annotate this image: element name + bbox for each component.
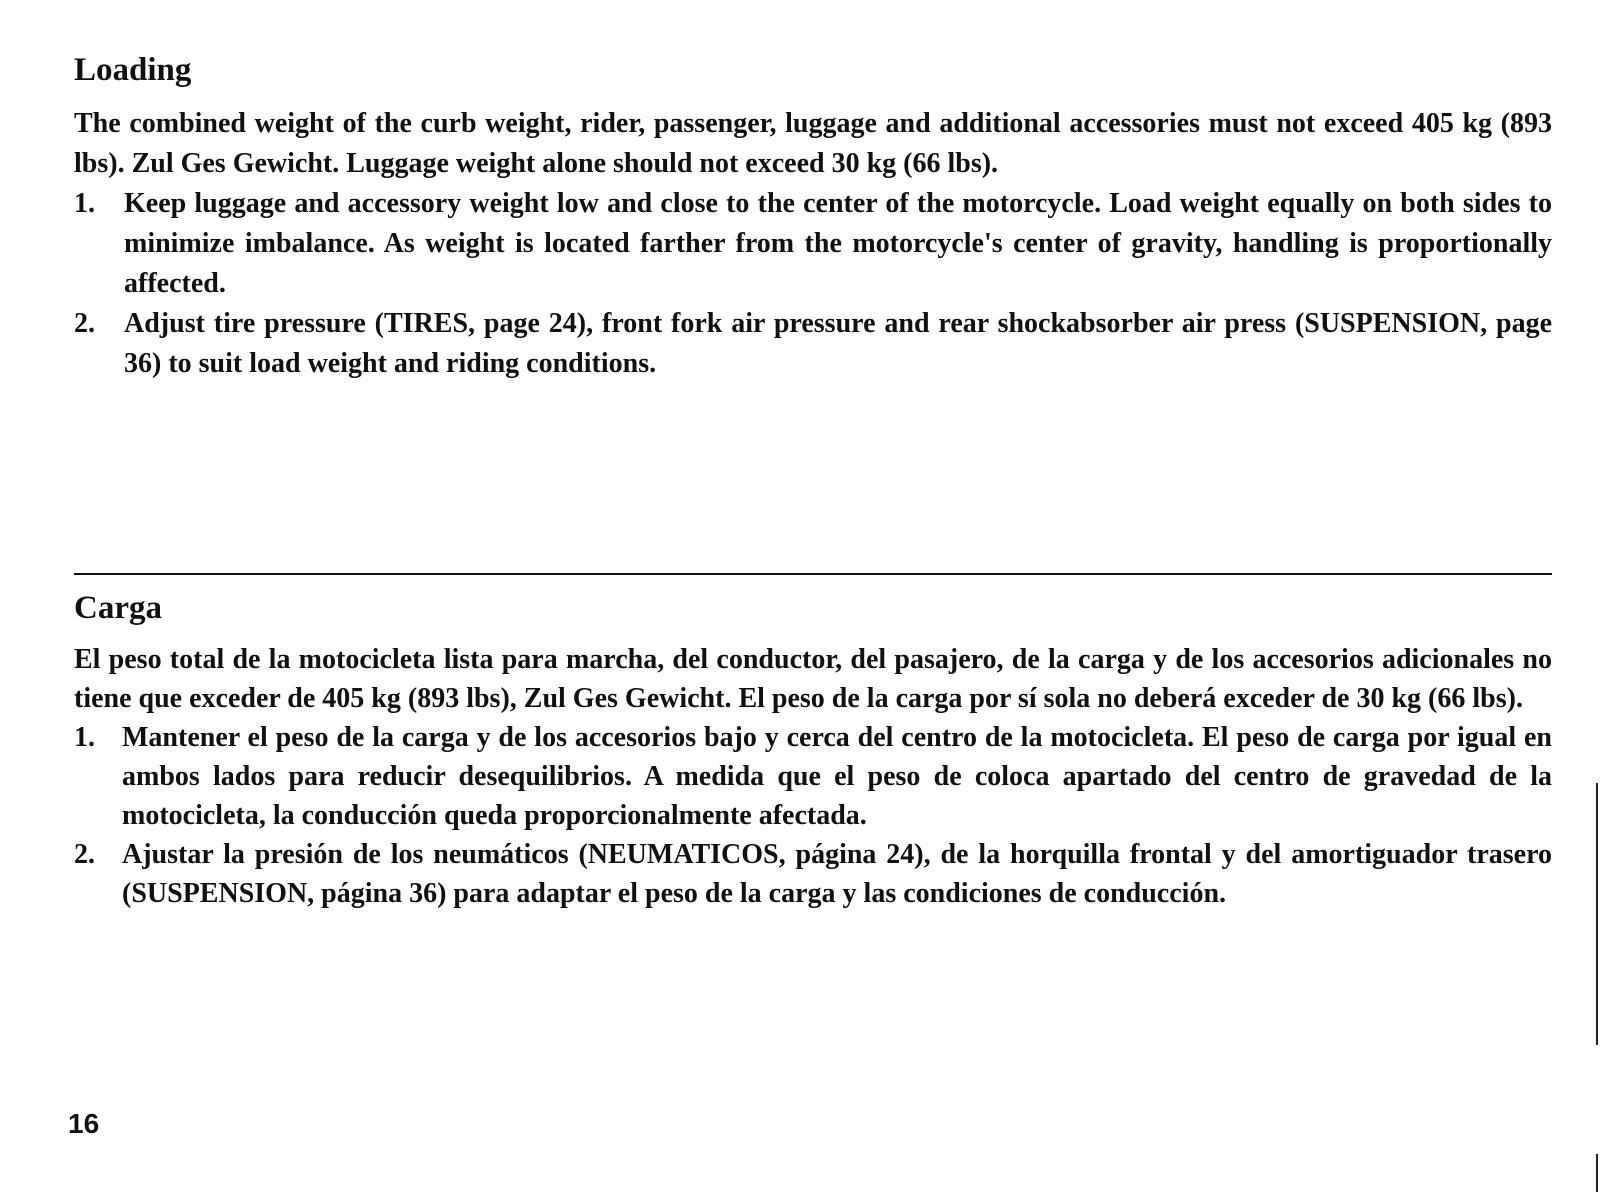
spanish-section bbox=[74, 586, 1552, 913]
list-item-text: Mantener el peso de la carga y de los accesorios bajo y cerca del centro de la motocicleta. El peso de carga por igual en ambos lados para reducir desequilibrios. A medida que el peso de coloca apartado del centro de gravedad de la motocicleta, la conducción queda proporcionalmente afectada. bbox=[122, 722, 1552, 831]
scan-edge-mark bbox=[1596, 783, 1598, 1045]
list-item-text: Keep luggage and accessory weight low and close to the center of the motorcycle. Load weight equally on both sides to minimize imbalance. As weight is located farther from the motorcycle's center of gravity, handling is proportionally affected. bbox=[124, 188, 1552, 299]
list-item-text: Adjust tire pressure (TIRES, page 24), front fork air pressure and rear shockabsorber air press (SUSPENSION, page 36) to suit load weight and riding conditions. bbox=[124, 308, 1552, 379]
carga-instructions-list bbox=[74, 718, 1552, 913]
section-divider bbox=[74, 573, 1552, 575]
page-number: 16 bbox=[68, 1108, 100, 1139]
list-item-number: 1. bbox=[74, 188, 95, 219]
loading-intro-paragraph: The combined weight of the curb weight, rider, passenger, luggage and additional accessories must not exceed 405 kg (893 lbs). Zul Ges Gewicht. Luggage weight alone should not exceed 30 kg (66 lbs). bbox=[74, 108, 1552, 179]
list-item bbox=[74, 304, 1552, 384]
list-item-number: 1. bbox=[74, 722, 95, 753]
carga-intro-paragraph: El peso total de la motocicleta lista para marcha, del conductor, del pasajero, de la carga y de los accesorios adicionales no tiene que exceder de 405 kg (893 lbs), Zul Ges Gewicht. El peso de la carga por sí sola no deberá exceder de 30 kg (66 lbs). bbox=[74, 644, 1552, 714]
list-item bbox=[74, 835, 1552, 913]
list-item-number: 2. bbox=[74, 308, 95, 339]
loading-instructions-list bbox=[74, 184, 1552, 384]
section-heading-carga: Carga bbox=[74, 590, 162, 626]
list-item bbox=[74, 184, 1552, 304]
list-item-number: 2. bbox=[74, 839, 95, 870]
scan-edge-mark bbox=[1596, 1154, 1598, 1192]
section-heading-loading: Loading bbox=[74, 52, 192, 88]
list-item bbox=[74, 718, 1552, 835]
english-section bbox=[74, 48, 1552, 384]
list-item-text: Ajustar la presión de los neumáticos (NEUMATICOS, página 24), de la horquilla frontal y del amortiguador trasero (SUSPENSION, página 36) para adaptar el peso de la carga y las condiciones de conducción. bbox=[122, 839, 1552, 909]
